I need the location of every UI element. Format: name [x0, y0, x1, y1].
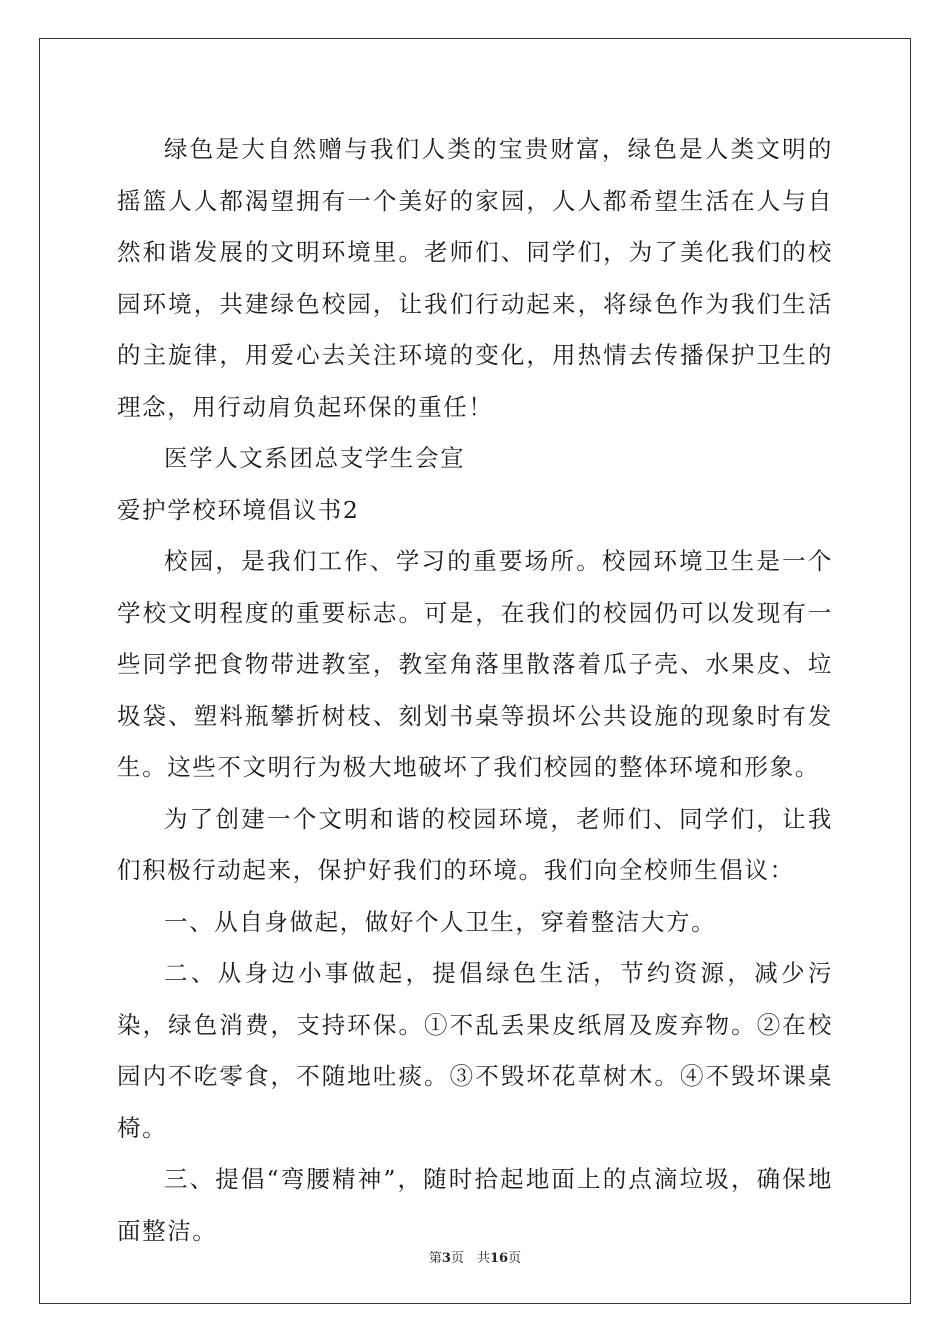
paragraph-campus-importance: 校园，是我们工作、学习的重要场所。校园环境卫生是一个学校文明程度的重要标志。可是，在我们的校园仍可以发现有一些同学把食物带进教室，教室角落里散落着瓜子壳、水果皮、垃圾袋、塑料瓶攀折树枝、刻划书桌等损坏公共设施的现象时有发生。这些不文明行为极大地破坏了我们校园的整体环境和形象。	[117, 547, 833, 781]
paragraph-proposal-intro: 为了创建一个文明和谐的校园环境，老师们、同学们，让我们积极行动起来，保护好我们的环境。我们向全校师生倡议：	[117, 804, 833, 884]
proposal-item-1: 一、从自身做起，做好个人卫生，穿着整洁大方。	[164, 907, 717, 936]
proposal-item-2: 二、从身边小事做起，提倡绿色生活，节约资源，减少污染，绿色消费，支持环保。①不乱丢果皮纸屑及废弃物。②在校园内不吃零食，不随地吐痰。③不毁坏花草树木。④不毁坏课桌椅。	[117, 959, 833, 1142]
footer-total-pages: 16	[489, 1251, 509, 1266]
paragraph-green-wealth: 绿色是大自然赠与我们人类的宝贵财富，绿色是人类文明的摇篮人人都渴望拥有一个美好的家园，人人都希望生活在人与自然和谐发展的文明环境里。老师们、同学们，为了美化我们的校园环境，共建绿色校园，让我们行动起来，将绿色作为我们生活的主旋律，用爱心去关注环境的变化，用热情去传播保护卫生的理念，用行动肩负起环保的重任！	[117, 135, 833, 421]
paragraph-signature: 医学人文系团总支学生会宣	[164, 444, 466, 472]
footer-current-page: 3	[441, 1251, 451, 1266]
document-body	[117, 124, 833, 1257]
footer-mid: 页 共	[450, 1251, 490, 1266]
section-title: 爱护学校环境倡议书2	[117, 495, 360, 524]
footer-suffix: 页	[508, 1251, 522, 1266]
page-footer	[0, 1247, 950, 1266]
proposal-item-3: 三、提倡“弯腰精神”，随时拾起地面上的点滴垃圾，确保地面整洁。	[117, 1165, 833, 1245]
footer-prefix: 第	[428, 1251, 442, 1266]
